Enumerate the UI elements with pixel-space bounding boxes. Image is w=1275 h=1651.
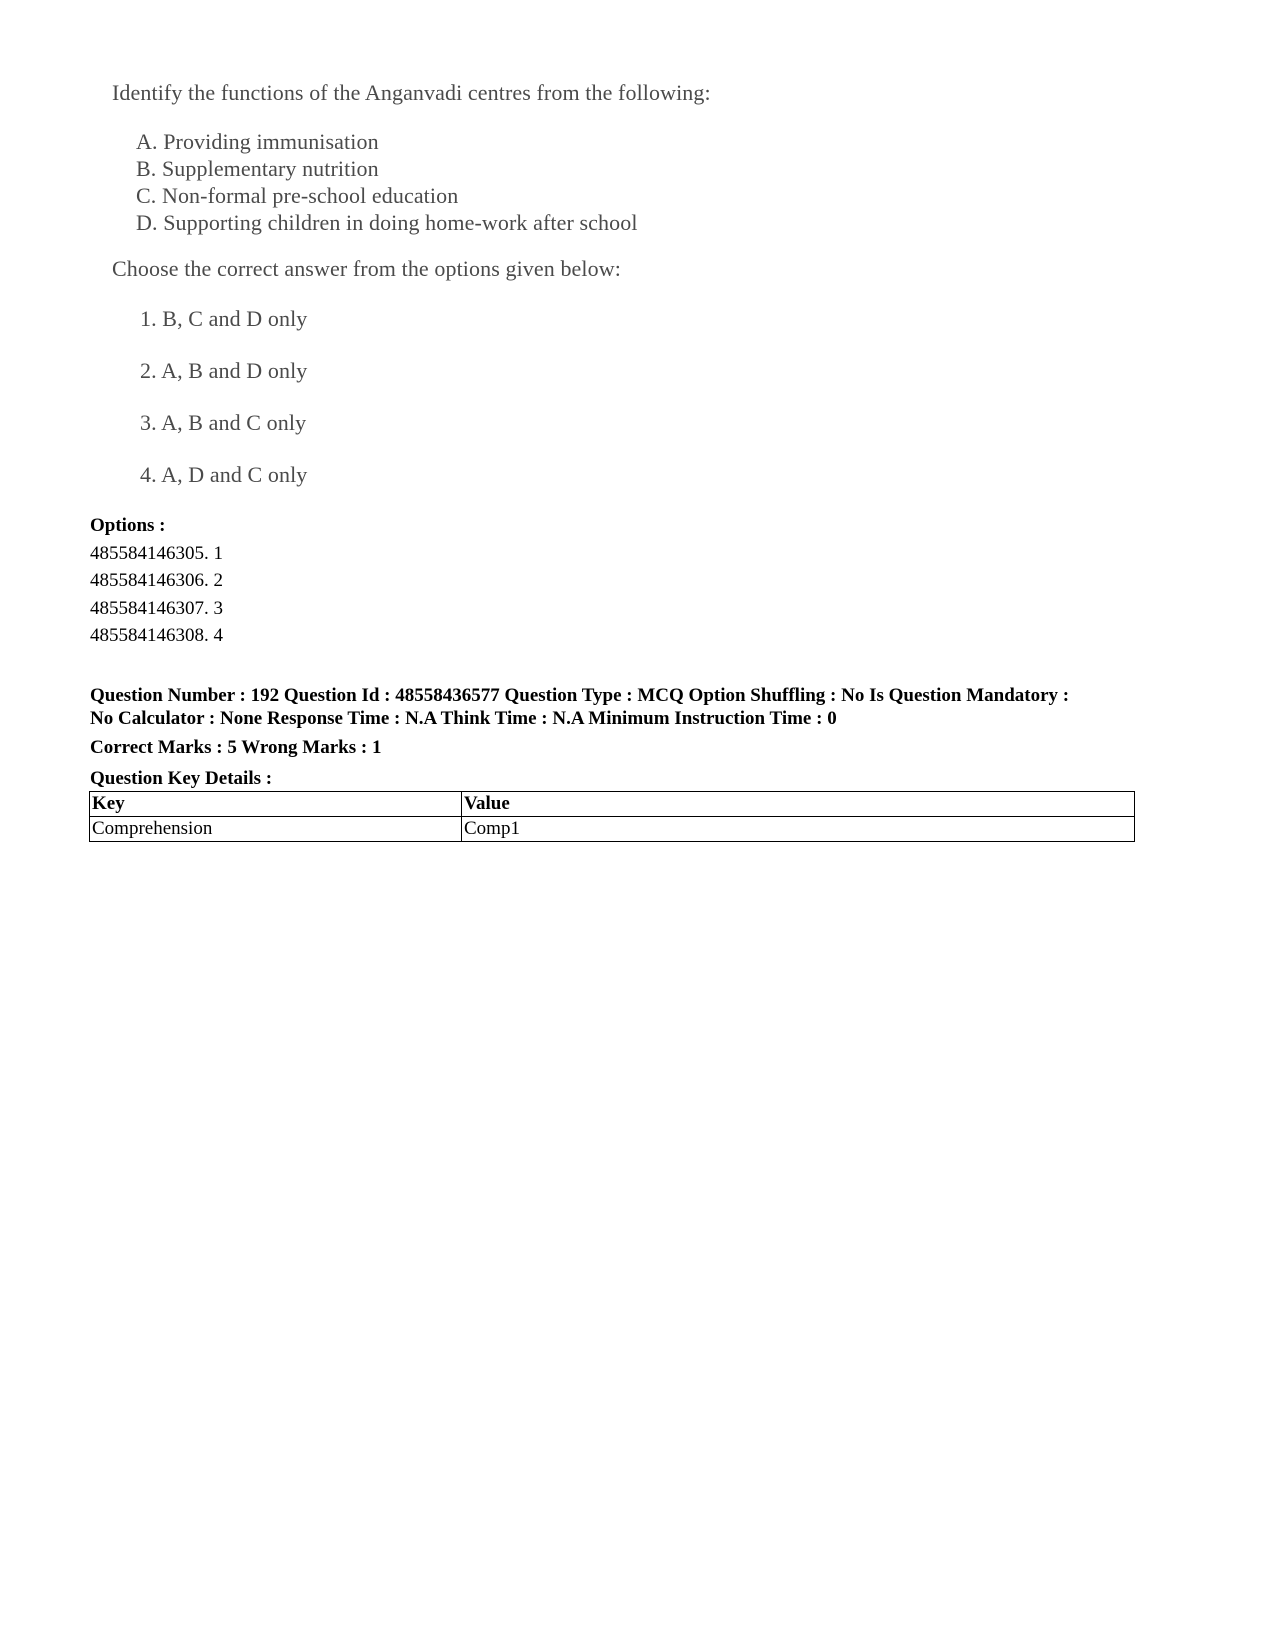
statement-c: C. Non-formal pre-school education	[136, 183, 459, 208]
header-value: Value	[462, 792, 1135, 817]
header-key: Key	[90, 792, 462, 817]
choice-1: 1. B, C and D only	[140, 306, 308, 331]
marks-line: Correct Marks : 5 Wrong Marks : 1	[90, 737, 382, 758]
statement-b: B. Supplementary nutrition	[136, 156, 379, 181]
statement-d: D. Supporting children in doing home-work after school	[136, 210, 638, 235]
statement-a: A. Providing immunisation	[136, 129, 379, 154]
question-key-table	[89, 791, 1135, 842]
options-heading: Options :	[90, 515, 166, 536]
options-block	[90, 512, 223, 650]
option-item: 485584146306. 2	[90, 570, 223, 591]
choice-2: 2. A, B and D only	[140, 358, 308, 383]
option-item: 485584146308. 4	[90, 625, 223, 646]
option-item: 485584146305. 1	[90, 542, 223, 564]
question-stem: Identify the functions of the Anganvadi centres from the following:	[112, 80, 711, 105]
question-instruction: Choose the correct answer from the options given below:	[112, 256, 621, 281]
statement-list	[136, 128, 638, 236]
choice-4: 4. A, D and C only	[140, 462, 308, 487]
table-row	[90, 817, 1135, 842]
choice-list	[140, 306, 307, 514]
cell-key: Comprehension	[90, 817, 462, 842]
cell-value: Comp1	[462, 817, 1135, 842]
question-meta	[90, 684, 1140, 792]
key-details-heading: Question Key Details :	[90, 768, 273, 789]
table-header-row	[90, 792, 1135, 817]
meta-line-2: No Calculator : None Response Time : N.A Think Time : N.A Minimum Instruction Time : 0	[90, 708, 837, 729]
option-item: 485584146307. 3	[90, 597, 223, 619]
choice-3: 3. A, B and C only	[140, 410, 307, 435]
question-image	[112, 70, 752, 510]
meta-line-1: Question Number : 192 Question Id : 48558436577 Question Type : MCQ Option Shuffling : No Is Question Mandatory :	[90, 685, 1070, 706]
